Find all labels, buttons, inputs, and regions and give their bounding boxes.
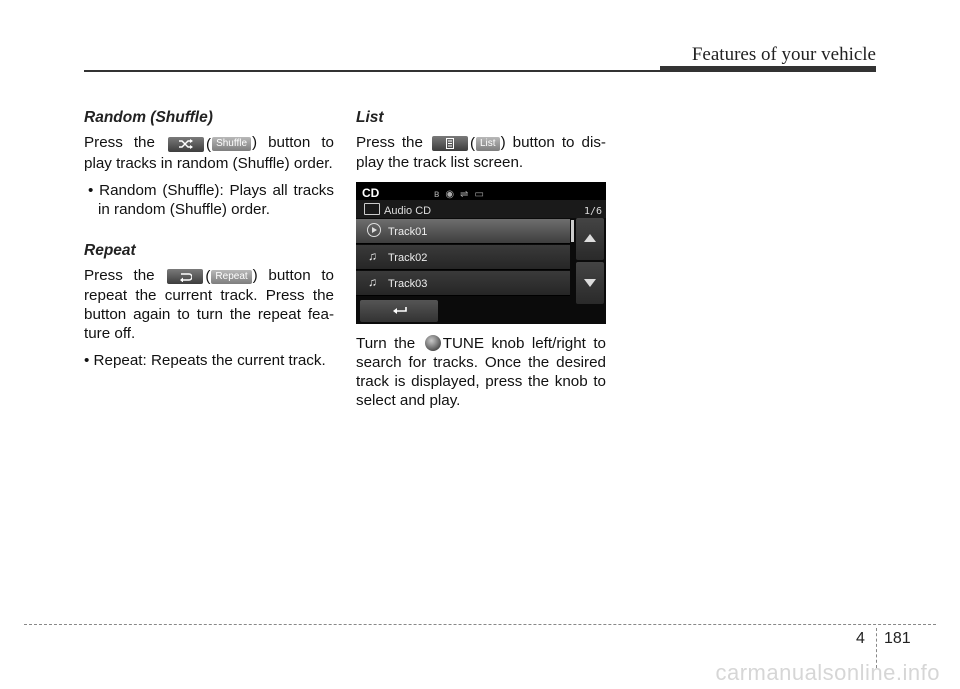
shuffle-paragraph <box>84 133 334 173</box>
left-column <box>84 108 334 378</box>
list-open-paren: ( <box>469 135 475 152</box>
back-arrow-icon <box>392 305 408 317</box>
repeat-paragraph <box>84 266 334 344</box>
right-column <box>356 108 606 418</box>
screen-folder-row <box>356 200 606 218</box>
shuffle-open-paren: ( <box>206 135 212 153</box>
list-paragraph <box>356 133 606 172</box>
list-button-group <box>430 134 501 153</box>
bluetooth-icon: ʙ <box>434 189 446 200</box>
list-press-post: ) button to dis-play the track list screen. <box>356 134 606 171</box>
track-label: Track01 <box>388 226 428 238</box>
page-header-title: Features of your vehicle <box>691 44 876 65</box>
repeat-heading: Repeat <box>84 241 136 259</box>
music-note-icon: ♫ <box>368 275 377 289</box>
scroll-up-button[interactable] <box>576 218 604 260</box>
footer-rule <box>24 624 936 625</box>
tune-post: TUNE knob left/right to search for tracks. Once the desired track is displayed, press the knob to select and play. <box>356 335 606 409</box>
list-icon <box>446 138 454 149</box>
shuffle-icon <box>178 139 194 149</box>
tune-knob-icon <box>425 335 441 351</box>
list-softkey[interactable]: List <box>476 137 500 151</box>
chapter-number: 4 <box>856 630 865 647</box>
repeat-button-group <box>165 267 252 286</box>
play-icon <box>367 223 381 237</box>
header-rule <box>84 70 660 72</box>
list-heading: List <box>356 109 384 126</box>
back-button[interactable] <box>360 300 438 322</box>
track-label: Track02 <box>388 252 428 264</box>
repeat-icon <box>178 272 192 282</box>
screen-folder-label: Audio CD <box>384 205 432 217</box>
shuffle-softkey[interactable]: Shuffle <box>212 137 251 151</box>
cd-list-screen <box>356 182 606 324</box>
shuffle-press-post: ) button to play tracks in random (Shuffle) order. <box>84 134 335 172</box>
header-rule-thick <box>660 66 876 72</box>
folder-icon <box>364 203 380 215</box>
list-hardware-button[interactable] <box>432 136 468 151</box>
shuffle-bullet: • Random (Shuffle): Plays all tracks in random (Shuffle) order. <box>88 181 334 218</box>
scroll-down-button[interactable] <box>576 262 604 304</box>
tune-pre: Turn the <box>356 335 416 352</box>
repeat-press-pre: Press the <box>84 266 155 284</box>
track-row[interactable] <box>356 219 570 244</box>
screen-source-label: CD <box>362 186 380 200</box>
tune-paragraph <box>356 334 606 410</box>
repeat-open-paren: ( <box>205 268 211 285</box>
repeat-hardware-button[interactable] <box>167 269 203 284</box>
music-note-icon: ♫ <box>368 249 377 263</box>
track-row[interactable] <box>356 245 570 270</box>
disc-icon: ◉ <box>445 189 461 200</box>
shuffle-hardware-button[interactable] <box>168 137 204 152</box>
ipod-icon: ▭ <box>474 189 490 200</box>
track-row[interactable] <box>356 271 570 296</box>
repeat-bullet: • Repeat: Repeats the current track. <box>84 352 326 369</box>
shuffle-heading: Random (Shuffle) <box>84 109 213 126</box>
screen-status-bar <box>356 182 606 200</box>
screen-page-indicator: 1/6 <box>583 206 602 217</box>
shuffle-button-group <box>166 135 252 154</box>
watermark: carmanualsonline.info <box>715 660 940 685</box>
page-number: 181 <box>884 630 911 647</box>
list-press-pre: Press the <box>356 134 423 151</box>
usb-icon: ⇌ <box>460 189 475 200</box>
shuffle-press-pre: Press the <box>84 134 155 151</box>
track-label: Track03 <box>388 278 428 290</box>
repeat-press-post: ) button to repeat the current track. Press the button again to turn the repeat fea-ture off. <box>84 266 334 342</box>
screen-scrollbar[interactable] <box>571 220 574 242</box>
repeat-softkey[interactable]: Repeat <box>211 270 251 284</box>
